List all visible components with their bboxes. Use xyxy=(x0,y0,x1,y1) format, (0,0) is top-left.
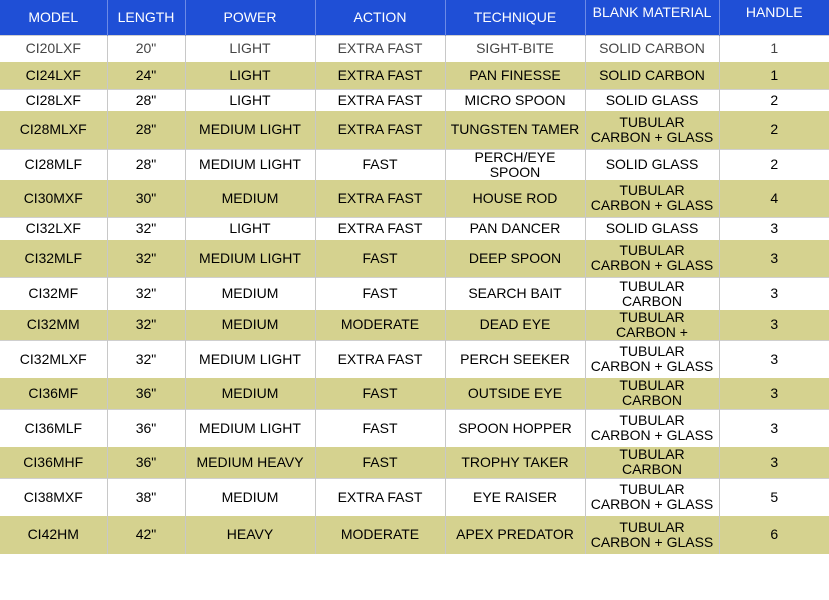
cell-material xyxy=(585,310,719,341)
table-row xyxy=(0,218,829,240)
table-row xyxy=(0,410,829,447)
cell-technique-text: PERCH/EYE SPOON xyxy=(474,149,556,180)
cell-model-text: CI38MXF xyxy=(23,489,83,505)
cell-model xyxy=(0,240,107,278)
cell-handle-text: 3 xyxy=(770,286,779,302)
cell-power-text: LIGHT xyxy=(229,67,271,83)
cell-handle xyxy=(719,479,829,516)
cell-material-text: SOLID GLASS xyxy=(605,92,699,108)
cell-power xyxy=(185,479,315,516)
cell-power xyxy=(185,89,315,111)
cell-handle xyxy=(719,180,829,218)
cell-model-text: CI32MLXF xyxy=(19,351,87,367)
cell-action-text: EXTRA FAST xyxy=(337,122,423,138)
cell-technique-text: PAN FINESSE xyxy=(469,67,561,83)
cell-model-text: CI32LXF xyxy=(25,221,81,237)
cell-handle xyxy=(719,378,829,410)
cell-length-text: 32" xyxy=(135,286,157,302)
cell-handle-text: 3 xyxy=(770,420,779,436)
cell-action xyxy=(315,479,445,516)
cell-length xyxy=(107,410,185,447)
cell-power xyxy=(185,35,315,62)
table-row xyxy=(0,310,829,341)
cell-power xyxy=(185,62,315,89)
cell-action xyxy=(315,180,445,218)
cell-action-text: EXTRA FAST xyxy=(337,351,423,367)
cell-length-text: 32" xyxy=(135,317,157,333)
cell-technique-text: SIGHT-BITE xyxy=(476,41,554,57)
cell-handle xyxy=(719,35,829,62)
table-row xyxy=(0,180,829,218)
cell-length-text: 30" xyxy=(135,190,157,206)
cell-model-text: CI28LXF xyxy=(25,92,81,108)
cell-technique xyxy=(445,310,585,341)
cell-technique xyxy=(445,89,585,111)
cell-material-text: TUBULAR CARBON + GLASS xyxy=(590,413,714,444)
cell-power-text: MEDIUM xyxy=(221,317,279,333)
header-technique: TECHNIQUE xyxy=(445,0,585,35)
header-length: LENGTH xyxy=(107,0,185,35)
cell-length xyxy=(107,149,185,180)
cell-technique-text: HOUSE ROD xyxy=(472,190,558,206)
cell-model-text: CI24LXF xyxy=(25,67,81,83)
table-row xyxy=(0,111,829,149)
cell-handle-text: 2 xyxy=(770,92,779,108)
cell-technique xyxy=(445,149,585,180)
cell-model-text: CI36MHF xyxy=(23,454,84,470)
cell-power-text: MEDIUM LIGHT xyxy=(199,420,301,436)
cell-technique xyxy=(445,447,585,479)
cell-action xyxy=(315,62,445,89)
cell-model xyxy=(0,180,107,218)
cell-action xyxy=(315,447,445,479)
cell-handle-text: 3 xyxy=(770,221,779,237)
cell-handle-text: 5 xyxy=(770,489,779,505)
cell-length-text: 20" xyxy=(135,41,157,57)
cell-material xyxy=(585,218,719,240)
cell-length-text: 38" xyxy=(135,489,157,505)
cell-model-text: CI30MXF xyxy=(23,190,83,206)
cell-length xyxy=(107,479,185,516)
cell-handle xyxy=(719,218,829,240)
cell-length xyxy=(107,180,185,218)
cell-power-text: HEAVY xyxy=(226,527,274,542)
cell-length-text: 24" xyxy=(135,67,157,83)
cell-action-text: FAST xyxy=(362,420,398,436)
cell-power xyxy=(185,218,315,240)
cell-power-text: MEDIUM LIGHT xyxy=(199,351,301,367)
cell-handle xyxy=(719,149,829,180)
cell-length-text: 28" xyxy=(135,157,157,172)
cell-model-text: CI28MLF xyxy=(24,157,83,172)
cell-technique-text: TROPHY TAKER xyxy=(461,454,569,470)
cell-action xyxy=(315,240,445,278)
cell-power xyxy=(185,341,315,378)
cell-power-text: MEDIUM xyxy=(221,190,279,206)
cell-technique xyxy=(445,516,585,554)
cell-power-text: LIGHT xyxy=(229,41,271,57)
cell-power xyxy=(185,180,315,218)
cell-model xyxy=(0,149,107,180)
cell-material xyxy=(585,35,719,62)
table-row xyxy=(0,149,829,180)
cell-model-text: CI32MLF xyxy=(24,250,83,266)
cell-technique xyxy=(445,410,585,447)
cell-action-text: EXTRA FAST xyxy=(337,41,423,57)
table-row xyxy=(0,378,829,410)
cell-technique-text: SPOON HOPPER xyxy=(458,420,572,436)
cell-material-text: TUBULAR CARBON + GLASS xyxy=(590,519,714,550)
cell-handle xyxy=(719,89,829,111)
cell-power-text: MEDIUM xyxy=(221,385,279,401)
cell-technique-text: SEARCH BAIT xyxy=(468,286,562,302)
cell-material xyxy=(585,410,719,447)
cell-material-text: TUBULAR CARBON + GLASS xyxy=(590,183,714,214)
cell-length xyxy=(107,278,185,310)
cell-technique-text: PERCH SEEKER xyxy=(460,351,570,367)
cell-material-text: TUBULAR CARBON + xyxy=(616,309,688,340)
cell-model-text: CI42HM xyxy=(27,527,79,542)
cell-model xyxy=(0,89,107,111)
cell-action-text: FAST xyxy=(362,286,398,302)
cell-model xyxy=(0,310,107,341)
cell-length xyxy=(107,240,185,278)
cell-power xyxy=(185,310,315,341)
cell-model xyxy=(0,218,107,240)
cell-material xyxy=(585,240,719,278)
cell-length-text: 28" xyxy=(135,122,157,138)
cell-material xyxy=(585,378,719,410)
table-row xyxy=(0,447,829,479)
cell-technique-text: PAN DANCER xyxy=(469,221,561,237)
cell-power xyxy=(185,149,315,180)
cell-power xyxy=(185,111,315,149)
cell-material xyxy=(585,111,719,149)
cell-material-text: TUBULAR CARBON xyxy=(619,378,685,409)
header-action: ACTION xyxy=(315,0,445,35)
cell-action-text: FAST xyxy=(362,250,398,266)
cell-handle-text: 6 xyxy=(770,527,779,542)
cell-handle xyxy=(719,111,829,149)
header-blank-material: BLANK MATERIAL xyxy=(585,0,719,35)
cell-material xyxy=(585,516,719,554)
cell-technique xyxy=(445,35,585,62)
cell-model-text: CI36MF xyxy=(28,385,79,401)
cell-handle xyxy=(719,278,829,310)
cell-length xyxy=(107,310,185,341)
cell-technique xyxy=(445,240,585,278)
cell-handle xyxy=(719,310,829,341)
cell-action-text: FAST xyxy=(362,454,398,470)
cell-technique-text: TUNGSTEN TAMER xyxy=(450,122,580,138)
cell-model-text: CI32MF xyxy=(28,286,79,302)
cell-material-text: TUBULAR CARBON + GLASS xyxy=(590,114,714,145)
cell-technique-text: APEX PREDATOR xyxy=(456,527,574,542)
cell-material xyxy=(585,341,719,378)
cell-action-text: FAST xyxy=(362,157,398,172)
cell-action xyxy=(315,218,445,240)
table-row xyxy=(0,278,829,310)
cell-action xyxy=(315,111,445,149)
cell-power-text: MEDIUM HEAVY xyxy=(196,454,304,470)
cell-model xyxy=(0,62,107,89)
cell-length xyxy=(107,447,185,479)
cell-action-text: FAST xyxy=(362,385,398,401)
cell-action-text: EXTRA FAST xyxy=(337,489,423,505)
cell-model xyxy=(0,479,107,516)
cell-technique xyxy=(445,180,585,218)
cell-technique xyxy=(445,111,585,149)
cell-material-text: SOLID CARBON xyxy=(599,41,705,57)
cell-technique xyxy=(445,479,585,516)
cell-action xyxy=(315,410,445,447)
cell-material xyxy=(585,89,719,111)
cell-handle-text: 2 xyxy=(770,157,779,172)
cell-length xyxy=(107,341,185,378)
cell-model xyxy=(0,341,107,378)
cell-action xyxy=(315,35,445,62)
table-row xyxy=(0,35,829,62)
cell-power xyxy=(185,378,315,410)
cell-power-text: MEDIUM LIGHT xyxy=(199,157,301,172)
cell-handle-text: 4 xyxy=(770,190,779,206)
cell-action xyxy=(315,89,445,111)
cell-material xyxy=(585,447,719,479)
header-handle: HANDLE xyxy=(719,0,829,35)
table-row xyxy=(0,62,829,89)
cell-length-text: 28" xyxy=(135,92,157,108)
cell-technique xyxy=(445,218,585,240)
cell-handle-text: 3 xyxy=(770,454,779,470)
cell-technique xyxy=(445,278,585,310)
cell-length xyxy=(107,89,185,111)
cell-material-text: TUBULAR CARBON + GLASS xyxy=(590,243,714,274)
cell-length xyxy=(107,35,185,62)
cell-handle-text: 3 xyxy=(770,385,779,401)
table-row xyxy=(0,479,829,516)
cell-material-text: SOLID CARBON xyxy=(599,67,705,83)
cell-model-text: CI32MM xyxy=(26,317,80,333)
cell-action-text: EXTRA FAST xyxy=(337,92,423,108)
cell-action-text: MODERATE xyxy=(340,317,420,333)
cell-action xyxy=(315,341,445,378)
cell-model xyxy=(0,447,107,479)
cell-model xyxy=(0,410,107,447)
cell-handle-text: 3 xyxy=(770,317,779,333)
cell-handle xyxy=(719,341,829,378)
cell-action xyxy=(315,310,445,341)
cell-technique-text: EYE RAISER xyxy=(472,489,558,505)
cell-model xyxy=(0,278,107,310)
cell-action xyxy=(315,378,445,410)
cell-action xyxy=(315,149,445,180)
cell-action xyxy=(315,516,445,554)
cell-handle-text: 2 xyxy=(770,122,779,138)
cell-material-text: SOLID GLASS xyxy=(605,157,699,172)
cell-power-text: LIGHT xyxy=(229,221,271,237)
cell-material xyxy=(585,149,719,180)
cell-model xyxy=(0,516,107,554)
table-row xyxy=(0,341,829,378)
cell-material-text: TUBULAR CARBON + GLASS xyxy=(590,482,714,513)
cell-material xyxy=(585,479,719,516)
cell-model xyxy=(0,378,107,410)
cell-handle xyxy=(719,240,829,278)
header-power: POWER xyxy=(185,0,315,35)
table-row xyxy=(0,89,829,111)
cell-model xyxy=(0,35,107,62)
header-model: MODEL xyxy=(0,0,107,35)
cell-power xyxy=(185,516,315,554)
cell-action-text: EXTRA FAST xyxy=(337,190,423,206)
cell-handle-text: 1 xyxy=(770,67,779,83)
cell-action xyxy=(315,278,445,310)
header-row xyxy=(0,0,829,35)
cell-handle xyxy=(719,447,829,479)
cell-model-text: CI36MLF xyxy=(24,420,83,436)
cell-material xyxy=(585,180,719,218)
cell-length-text: 36" xyxy=(135,385,157,401)
cell-model xyxy=(0,111,107,149)
cell-power-text: MEDIUM LIGHT xyxy=(199,250,301,266)
cell-material-text: SOLID GLASS xyxy=(605,221,699,237)
cell-material xyxy=(585,62,719,89)
cell-length xyxy=(107,111,185,149)
cell-action-text: MODERATE xyxy=(340,527,420,542)
cell-technique-text: DEAD EYE xyxy=(479,317,551,333)
cell-technique xyxy=(445,341,585,378)
cell-power xyxy=(185,278,315,310)
cell-technique-text: MICRO SPOON xyxy=(464,92,566,108)
cell-material-text: TUBULAR CARBON xyxy=(619,447,685,478)
cell-handle-text: 3 xyxy=(770,250,779,266)
cell-action-text: EXTRA FAST xyxy=(337,67,423,83)
cell-model-text: CI28MLXF xyxy=(19,122,87,138)
cell-action-text: EXTRA FAST xyxy=(337,221,423,237)
cell-handle xyxy=(719,62,829,89)
cell-model-text: CI20LXF xyxy=(25,41,81,57)
cell-length xyxy=(107,218,185,240)
cell-length xyxy=(107,62,185,89)
cell-length-text: 32" xyxy=(135,250,157,266)
cell-length xyxy=(107,516,185,554)
cell-length-text: 36" xyxy=(135,420,157,436)
cell-technique-text: OUTSIDE EYE xyxy=(467,385,563,401)
table-row xyxy=(0,516,829,554)
cell-power xyxy=(185,447,315,479)
table-body xyxy=(0,35,829,554)
cell-power-text: LIGHT xyxy=(229,92,271,108)
cell-material-text: TUBULAR CARBON xyxy=(619,278,685,309)
cell-technique xyxy=(445,378,585,410)
cell-handle-text: 1 xyxy=(770,41,779,57)
cell-handle-text: 3 xyxy=(770,351,779,367)
cell-power-text: MEDIUM xyxy=(221,286,279,302)
cell-length-text: 42" xyxy=(135,527,157,542)
cell-length-text: 32" xyxy=(135,221,157,237)
cell-length-text: 36" xyxy=(135,454,157,470)
cell-material xyxy=(585,278,719,310)
cell-length xyxy=(107,378,185,410)
cell-technique-text: DEEP SPOON xyxy=(468,250,562,266)
cell-power-text: MEDIUM xyxy=(221,489,279,505)
cell-handle xyxy=(719,516,829,554)
cell-power-text: MEDIUM LIGHT xyxy=(199,122,301,138)
table-row xyxy=(0,240,829,278)
cell-handle xyxy=(719,410,829,447)
cell-power xyxy=(185,240,315,278)
cell-technique xyxy=(445,62,585,89)
cell-power xyxy=(185,410,315,447)
cell-material-text: TUBULAR CARBON + GLASS xyxy=(590,344,714,375)
cell-length-text: 32" xyxy=(135,351,157,367)
